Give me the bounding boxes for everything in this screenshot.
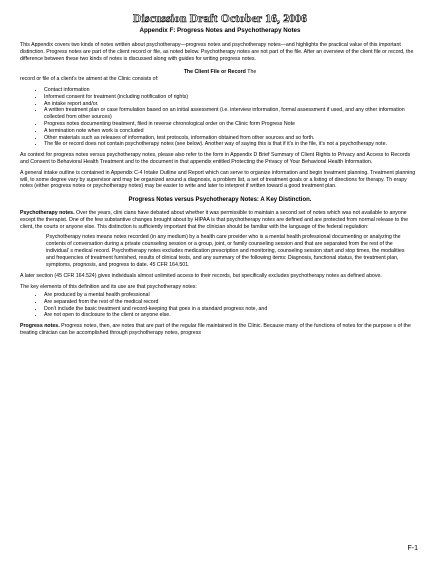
key-elements-intro: The key elements of this definition and its use are that psychotherapy notes: (20, 284, 197, 291)
list-item: • The file or record does not contain psychotherapy notes (see below). Another way of saying this is that if it’s in the file, it’s not a psychotherapy note. (44, 141, 420, 148)
list-item: • Are produced by a mental health professional (44, 292, 420, 299)
page-number: F-1 (407, 545, 418, 552)
intro-paragraph: This Appendix covers two kinds of notes written about psychotherapy—progress notes and psychotherapy notes—and highlights the practical value of this important distinction. Progress notes are part of the client record or file, as noted below. Psychotherapy notes are not part of the file. After an overview of the client file or record, the difference between these two kinds of notes is discussed along with guides for writing progress notes. (20, 42, 414, 62)
client-file-intro: record or file of a client’s tre atment at the Clinic consists of: (20, 76, 159, 83)
key-elements-list (20, 292, 420, 319)
psychotherapy-notes-paragraph (20, 210, 420, 230)
client-file-heading-line (20, 69, 420, 76)
progress-notes-text: Progress notes, then, are notes that are part of the regular file maintained in the Clinic. Because many of the functions of notes for the purpose s of the treating clinician can be accomplished through psychotherapy notes, progress (20, 323, 411, 336)
client-file-heading-suffix: The (247, 69, 257, 76)
list-item: • Progress notes documenting treatment, filed in reverse chronological order on the Clinic form Progress Note (44, 121, 420, 128)
document-title: Discussion Draft October 16, 2006 (132, 13, 308, 25)
list-item: • An intake report and/or. (44, 101, 420, 108)
list-item: • Informed consent for treatment (including notification of rights) (44, 94, 420, 101)
regulation-quote: Psychotherapy notes means notes recorded (in any medium) by a health care provider who is a mental health professional documenting or analyzing the contents of conversation during a private counseling session or a group, joint, or family counseling session and that are separated from the rest of the individual’ s medical record. Psychotherapy notes excludes medication prescription and monitoring, counseling session start and stop times, the modalities and frequencies of treatment furnished, results of clinical tests, and any summary of the following items: Diagnosis, functional status, the treatment plan, symptoms, prognosis, and progress to date. 45 CFR 164.501. (46, 234, 405, 268)
intake-paragraph: A general intake outline is contained in Appendix C-4 Intake Outline and Report which can serve to organize information and begin treatment planning. Treatment planning will, to some degree vary by supervisor and may be organized around a diagnosis, a problem list, a set of treatment goals or a listing of directions for therapy. Th erapy notes (either progress notes or psychotherapy notes) may be easier to write and later to interpret if written toward a good treatment plan. (20, 169, 416, 190)
client-file-heading: The Client File or Record (183, 69, 246, 76)
later-section-paragraph: A later section (45 CFR 164.524) gives individuals almost unlimited access to their records, but specifically excludes psychotherapy notes as defined above. (20, 273, 382, 280)
client-file-list (20, 87, 420, 148)
progress-notes-lead: Progress notes. (20, 323, 60, 330)
progress-notes-paragraph (20, 323, 420, 337)
list-item: • Don’t include the basic treatment and record-keeping that goes in a standard progress note, and (44, 306, 420, 313)
document-body (20, 42, 420, 341)
key-distinction-heading: Progress Notes versus Psychotherapy Notes: A Key Distinction. (128, 197, 312, 204)
context-paragraph: As context for progress notes versus psychotherapy notes, please also refer to the form in Appendix D Brief Summary of Client Rights to Privacy and Access to Records and Consent to Behavioral Health Treatment and to the document in that appendix entitled Protecting the Privacy of Your Behavioral Health Information. (20, 152, 411, 165)
psychotherapy-notes-lead: Psychotherapy notes. (20, 209, 75, 216)
list-item: • Are not open to disclosure to the client or anyone else. (44, 312, 420, 319)
list-item: • Contact information (44, 87, 420, 94)
appendix-subtitle: Appendix F: Progress Notes and Psychotherapy Notes (139, 27, 301, 34)
list-item: • Are separated from the rest of the medical record (44, 299, 420, 306)
list-item: • A written treatment plan or case formulation based on an initial assessment (i.e. interview information, formal assessment if used, and any other information collected from other sources) (44, 107, 420, 121)
psychotherapy-notes-text: Over the years, clini cians have debated about whether it was permissible to maintain a second set of notes which was not available to anyone except the therapist. One of the few substantive changes brought about by HIPAA is that psychotherapy notes are defined and are protected from normal release to the client, the courts or anyone else. This distinction is sufficiently important that the clinician should be familiar with the language of the federal regulation: (20, 209, 409, 230)
list-item: • Other materials such as releases of information, test protocols, information obtained from other sources and so forth. (44, 135, 420, 142)
list-item: • A termination note when work is concluded (44, 128, 420, 135)
